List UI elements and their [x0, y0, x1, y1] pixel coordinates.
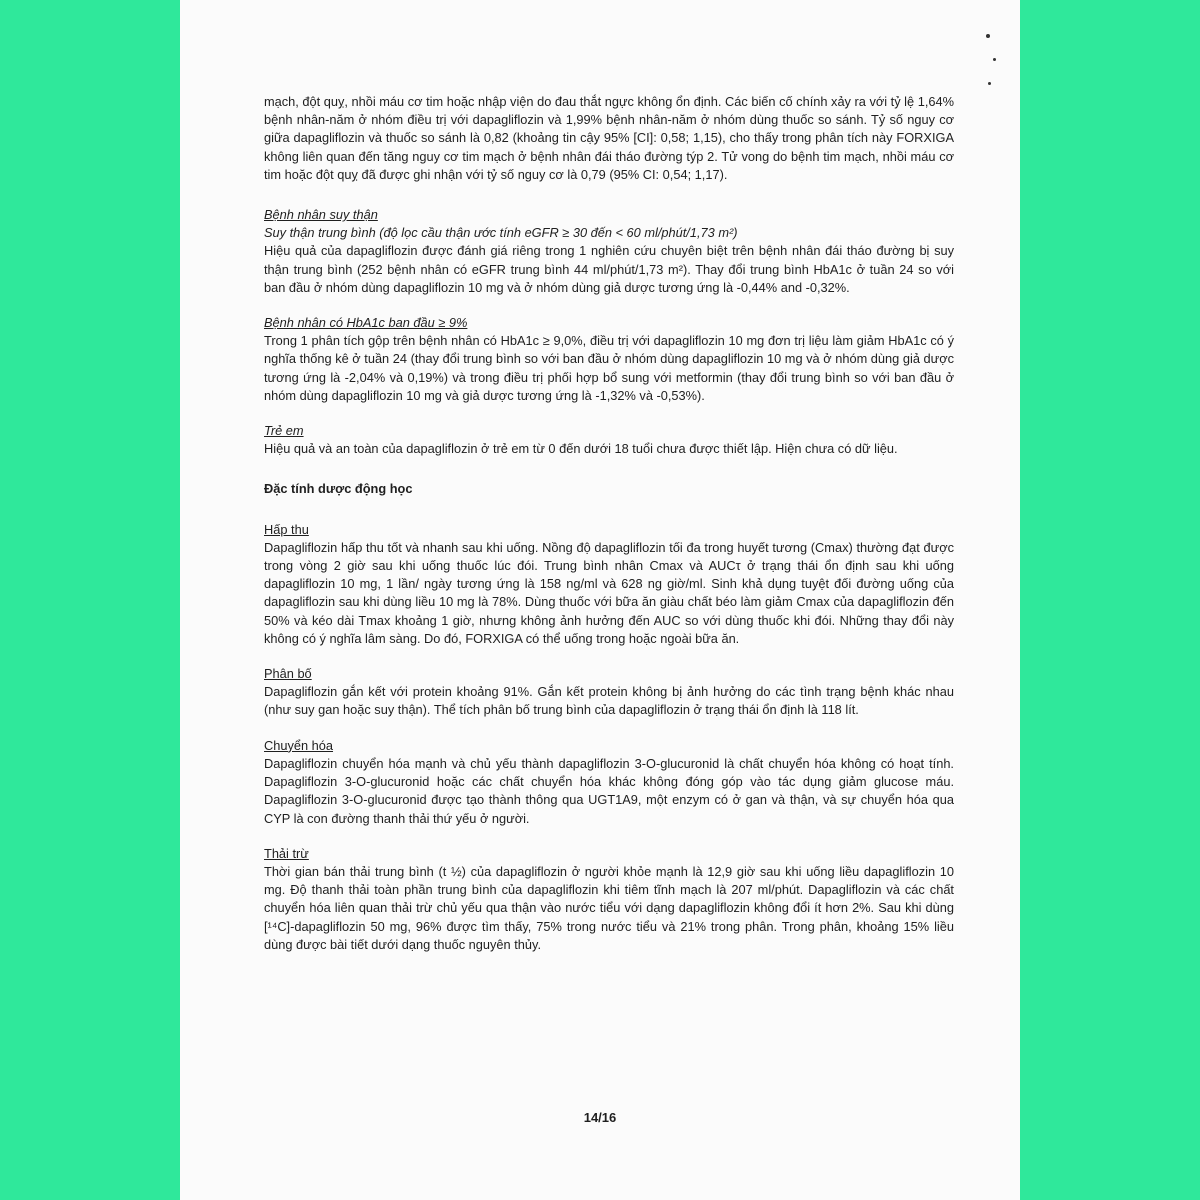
metabolism-paragraph: Dapagliflozin chuyển hóa mạnh và chủ yếu thành dapagliflozin 3-O-glucuronid là chất chuyển hóa không có hoạt tính. Dapagliflozin 3-O-glucuronid hoặc các chất chuyển hóa khác không đóng góp vào tác dụng giảm glucose máu. Dapagliflozin 3-O-glucuronid được tạo thành thông qua UGT1A9, một enzym có ở gan và thận, và sự chuyển hóa qua CYP là con đường thanh thải thứ yếu ở người. [264, 755, 954, 826]
page-number: 14/16 [583, 1110, 617, 1125]
pk-section-title: Đặc tính dược động học [264, 481, 413, 497]
absorption-paragraph: Dapagliflozin hấp thu tốt và nhanh sau khi uống. Nồng độ dapagliflozin tối đa trong huyết tương (Cmax) thường đạt được trong vòng 2 giờ sau khi uống thuốc lúc đói. Trung bình nhân Cmax và AUCτ ở trạng thái ổn định sau khi uống dapagliflozin 10 mg, 1 lần/ ngày tương ứng là 158 ng/ml và 628 ng giờ/ml. Sinh khả dụng tuyệt đối đường uống của dapagliflozin sau khi dùng liều 10 mg là 78%. Dùng thuốc với bữa ăn giàu chất béo làm giảm Cmax của dapagliflozin đến 50% và kéo dài Tmax khoảng 1 giờ, nhưng không ảnh hưởng đến AUC so với dùng thuốc khi đói. Những thay đổi này không có ý nghĩa lâm sàng. Do đó, FORXIGA có thể uống trong hoặc ngoài bữa ăn. [264, 539, 954, 646]
document-page [180, 0, 1020, 1200]
distribution-heading: Phân bố [264, 666, 312, 682]
children-heading: Trẻ em [264, 423, 304, 439]
metabolism-heading: Chuyển hóa [264, 737, 334, 753]
scan-speck [993, 58, 996, 61]
absorption-heading: Hấp thu [264, 521, 309, 537]
scan-speck [986, 34, 990, 38]
intro-paragraph: mạch, đột quỵ, nhồi máu cơ tim hoặc nhập viện do đau thắt ngực không ổn định. Các biến cố chính xảy ra với tỷ lệ 1,64% bệnh nhân-năm ở nhóm điều trị với dapagliflozin và 1,99% bệnh nhân-năm ở nhóm dùng thuốc so sánh. Tỷ số nguy cơ giữa dapagliflozin và thuốc so sánh là 0,82 (khoảng tin cậy 95% [CI]: 0,58; 1,15), cho thấy trong phân tích này FORXIGA không liên quan đến tăng nguy cơ tim mạch ở bệnh nhân đái tháo đường týp 2. Tử vong do bệnh tim mạch, nhồi máu cơ tim hoặc đột quỵ đã được ghi nhận với tỷ số nguy cơ là 0,79 (95% CI: 0,54; 1,17). [264, 94, 954, 182]
scan-speck [988, 82, 991, 85]
renal-paragraph: Hiệu quả của dapagliflozin được đánh giá riêng trong 1 nghiên cứu chuyên biệt trên bệnh nhân đái tháo đường bị suy thận trung bình (252 bệnh nhân có eGFR trung bình 44 ml/phút/1,73 m²). Thay đổi trung bình HbA1c ở tuần 24 so với ban đầu ở nhóm dùng dapagliflozin 10 mg và ở nhóm dùng giả dược tương ứng là -0,44% and -0,32%. [264, 243, 954, 295]
elimination-heading: Thải trừ [264, 845, 309, 861]
elimination-paragraph: Thời gian bán thải trung bình (t ½) của dapagliflozin ở người khỏe mạnh là 12,9 giờ sau khi uống liều dapagliflozin 10 mg. Độ thanh thải toàn phần trung bình của dapagliflozin khi tiêm tĩnh mạch là 207 ml/phút. Dapagliflozin và các chất chuyển hóa liên quan thải trừ chủ yếu qua thận vào nước tiểu với dạng dapagliflozin không đổi ít hơn 2%. Sau khi dùng [¹⁴C]-dapagliflozin 50 mg, 96% được tìm thấy, 75% trong nước tiểu và 21% trong phân. Trong phân, khoảng 15% liều dùng được bài tiết dưới dạng thuốc nguyên thủy. [264, 863, 954, 952]
children-paragraph: Hiệu quả và an toàn của dapagliflozin ở trẻ em từ 0 đến dưới 18 tuổi chưa được thiết lập. Hiện chưa có dữ liệu. [264, 441, 898, 457]
hba1c-heading: Bệnh nhân có HbA1c ban đầu ≥ 9% [264, 315, 468, 331]
renal-heading: Bệnh nhân suy thận [264, 207, 378, 223]
hba1c-paragraph: Trong 1 phân tích gộp trên bệnh nhân có HbA1c ≥ 9,0%, điều trị với dapagliflozin 10 mg đơn trị liệu làm giảm HbA1c có ý nghĩa thống kê ở tuần 24 (thay đổi trung bình so với ban đầu ở nhóm dùng dapagliflozin 10 mg và ở nhóm dùng giả dược tương ứng là -2,04% và 0,19%) và trong điều trị phối hợp bổ sung với metformin (thay đổi trung bình so với ban đầu ở nhóm dùng dapagliflozin 10 mg và giả dược tương ứng là -1,32% và -0,53%). [264, 333, 954, 403]
distribution-paragraph: Dapagliflozin gắn kết với protein khoảng 91%. Gắn kết protein không bị ảnh hưởng do các tình trạng bệnh khác nhau (như suy gan hoặc suy thận). Thể tích phân bố trung bình của dapagliflozin ở trạng thái ổn định là 118 lít. [264, 684, 954, 718]
document-body [264, 93, 954, 954]
renal-subheading: Suy thận trung bình (độ lọc cầu thận ước tính eGFR ≥ 30 đến < 60 ml/phút/1,73 m²) [264, 225, 738, 241]
